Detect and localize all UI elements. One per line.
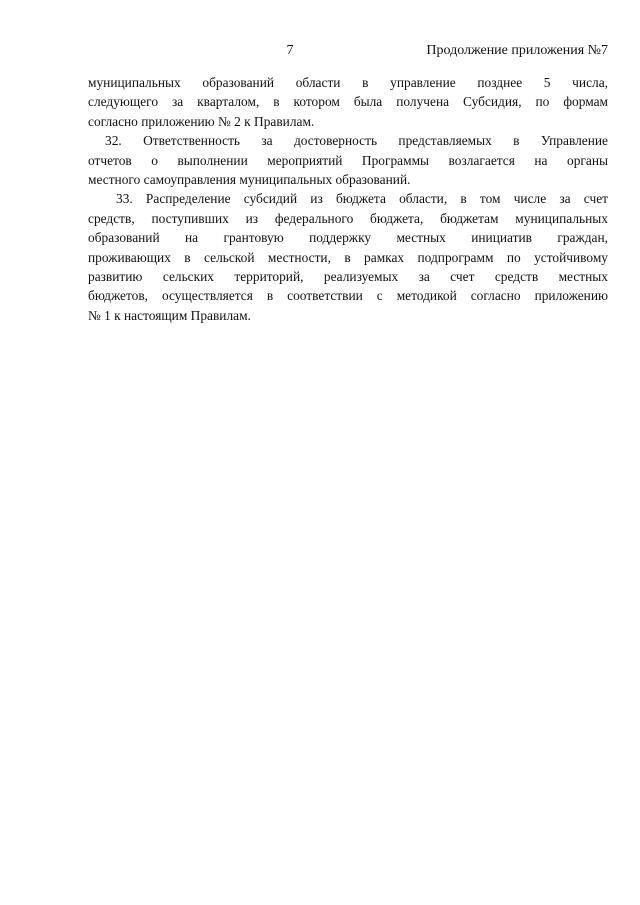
text-line: следующего за кварталом, в котором была получена Субсидия, по формам	[88, 94, 608, 110]
page-number: 7	[286, 43, 294, 58]
text-line: муниципальных образований области в управление позднее 5 числа,	[88, 75, 608, 90]
text-line: бюджетов, осуществляется в соответствии с методикой согласно приложению	[88, 288, 608, 304]
appendix-continuation-heading: Продолжение приложения №7	[426, 43, 608, 58]
text-line: 33. Распределение субсидий из бюджета области, в том числе за счет	[116, 191, 608, 207]
text-line: развитию сельских территорий, реализуемых за счет средств местных	[88, 269, 608, 285]
text-line: образований на грантовую поддержку местных инициатив граждан,	[88, 230, 608, 246]
text-line: 32. Ответственность за достоверность представляемых в Управление	[105, 133, 608, 149]
paragraph-33	[88, 189, 608, 325]
text-line: средств, поступивших из федерального бюджета, бюджетам муниципальных	[88, 210, 608, 226]
document-body	[88, 73, 608, 325]
text-line: отчетов о выполнении мероприятий Программы возлагается на органы	[88, 152, 608, 168]
paragraph-32	[88, 131, 608, 189]
paragraph-continuation	[88, 73, 608, 131]
text-line: проживающих в сельской местности, в рамках подпрограмм по устойчивому	[88, 249, 608, 265]
text-line: местного самоуправления муниципальных образований.	[88, 172, 411, 188]
text-line: № 1 к настоящим Правилам.	[88, 307, 251, 323]
text-line: согласно приложению № 2 к Правилам.	[88, 113, 315, 129]
